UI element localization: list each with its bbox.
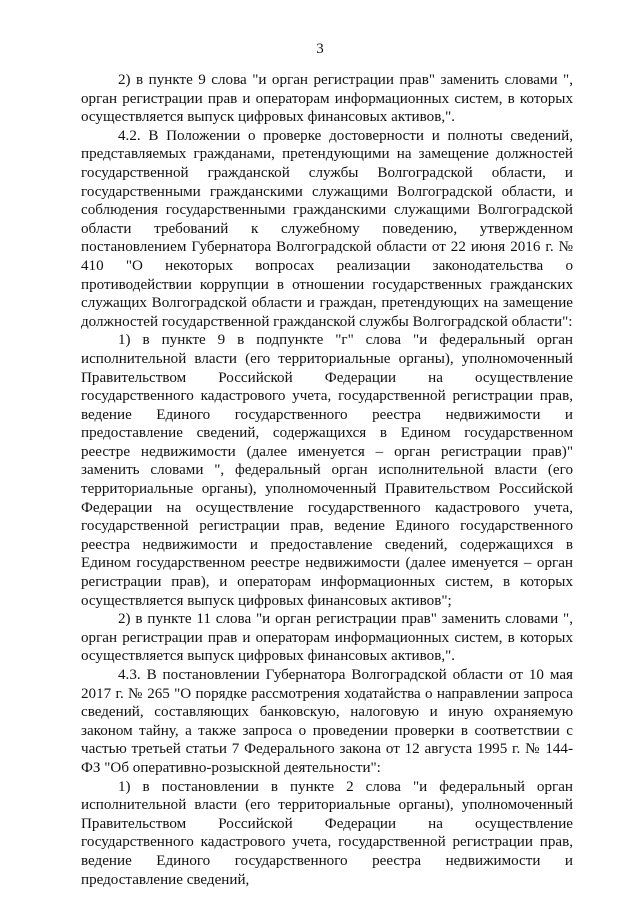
document-body	[81, 71, 573, 889]
paragraph-4-2-item-2: 2) в пункте 11 слова "и орган регистрации прав" заменить словами ", орган регистрации прав и операторам информационных систем, в которых осуществляется выпуск цифровых финансовых активов,".	[81, 611, 573, 665]
paragraph-4-2-intro: 4.2. В Положении о проверке достоверности и полноты сведений, представляемых гражданами, претендующими на замещение должностей государственной гражданской службы Волгоградской области, и государственными гражданскими служащими Волгоградской области, и соблюдения государственными гражданскими служащими Волгоградской области требований к служебному поведению, утвержденном постановлением Губернатора Волгоградской области от 22 июня 2016 г. № 410 "О некоторых вопросах реализации законодательства о противодействии коррупции в отношении государственных гражданских служащих Волгоградской области и граждан, претендующих на замещение должностей государственной гражданской службы Волгоградской области":	[81, 127, 573, 330]
paragraph-4-1-item-2: 2) в пункте 9 слова "и орган регистрации прав" заменить словами ", орган регистрации прав и операторам информационных систем, в которых осуществляется выпуск цифровых финансовых активов,".	[81, 72, 573, 126]
paragraph-4-2-item-1: 1) в пункте 9 в подпункте "г" слова "и федеральный орган исполнительной власти (его территориальные органы), уполномоченный Правительством Российской Федерации на осуществление государственного кадастрового учета, государственной регистрации прав, ведение Единого государственного реестра недвижимости и предоставление сведений, содержащихся в Едином государственном реестре недвижимости (далее именуется – орган регистрации прав)" заменить словами ", федеральный орган исполнительной власти (его территориальные органы), уполномоченный Правительством Российской Федерации на осуществление государственного кадастрового учета, государственной регистрации прав, ведение Единого государственного реестра недвижимости и предоставление сведений, содержащихся в Едином государственном реестре недвижимости (далее именуется – орган регистрации прав), и операторам информационных систем, в которых осуществляется выпуск цифровых финансовых активов";	[81, 332, 573, 609]
paragraph-4-3-intro: 4.3. В постановлении Губернатора Волгоградской области от 10 мая 2017 г. № 265 "О порядке рассмотрения ходатайства о направлении запроса сведений, составляющих банковскую, налоговую и иную охраняемую законом тайну, а также запроса о проведении проверки в соответствии с частью третьей статьи 7 Федерального закона от 12 августа 1995 г. № 144-ФЗ "Об оперативно-розыскной деятельности":	[81, 667, 573, 776]
page-number: 3	[316, 41, 324, 57]
paragraph-4-3-item-1: 1) в постановлении в пункте 2 слова "и федеральный орган исполнительной власти (его территориальные органы), уполномоченный Правительством Российской Федерации на осуществление государственного кадастрового учета, государственной регистрации прав, ведение Единого государственного реестра недвижимости и предоставление сведений,	[81, 778, 573, 888]
